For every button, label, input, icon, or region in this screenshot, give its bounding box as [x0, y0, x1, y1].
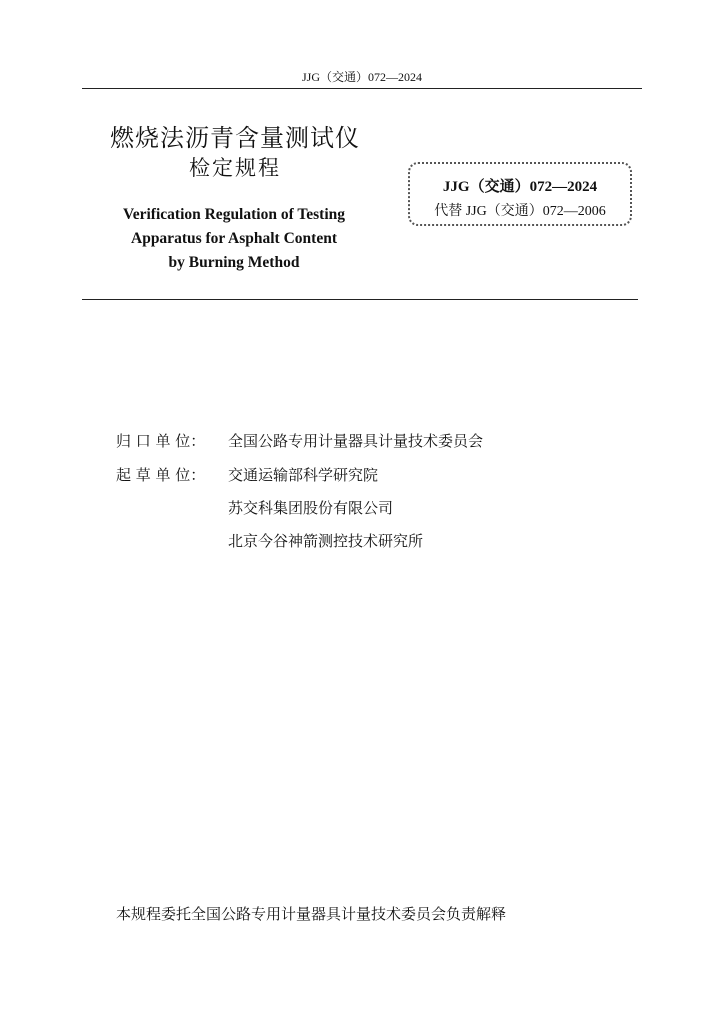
header-standard-code: JJG（交通）072—2024 — [301, 70, 422, 84]
drafting-unit-row — [116, 464, 378, 485]
drafting-unit-label: 起 草 单 位： — [116, 466, 206, 484]
drafting-unit-value-2: 苏交科集团股份有限公司 — [228, 499, 394, 517]
title-english-line-1: Verification Regulation of Testing — [122, 206, 346, 223]
standard-code: JJG（交通）072—2024 — [442, 179, 598, 195]
title-divider — [82, 299, 638, 300]
responsible-unit-value: 全国公路专用计量器具计量技术委员会 — [228, 432, 484, 450]
drafting-unit-value-3: 北京今谷神箭测控技术研究所 — [228, 532, 424, 550]
standard-code-box — [408, 162, 632, 226]
title-english — [100, 203, 368, 275]
responsible-unit-row — [116, 430, 483, 451]
title-chinese-line-1: 燃烧法沥青含量测试仪 — [110, 124, 360, 152]
title-english-line-3: by Burning Method — [168, 254, 300, 271]
drafting-unit-value-1: 交通运输部科学研究院 — [228, 466, 379, 484]
title-chinese-line-2: 检定规程 — [189, 156, 281, 180]
replaces-code: 代替 JJG（交通）072—2006 — [434, 204, 606, 219]
title-english-line-2: Apparatus for Asphalt Content — [131, 230, 337, 247]
interpretation-note: 本规程委托全国公路专用计量器具计量技术委员会负责解释 — [116, 905, 507, 923]
header-divider — [82, 88, 642, 89]
responsible-unit-label: 归 口 单 位： — [116, 432, 206, 450]
